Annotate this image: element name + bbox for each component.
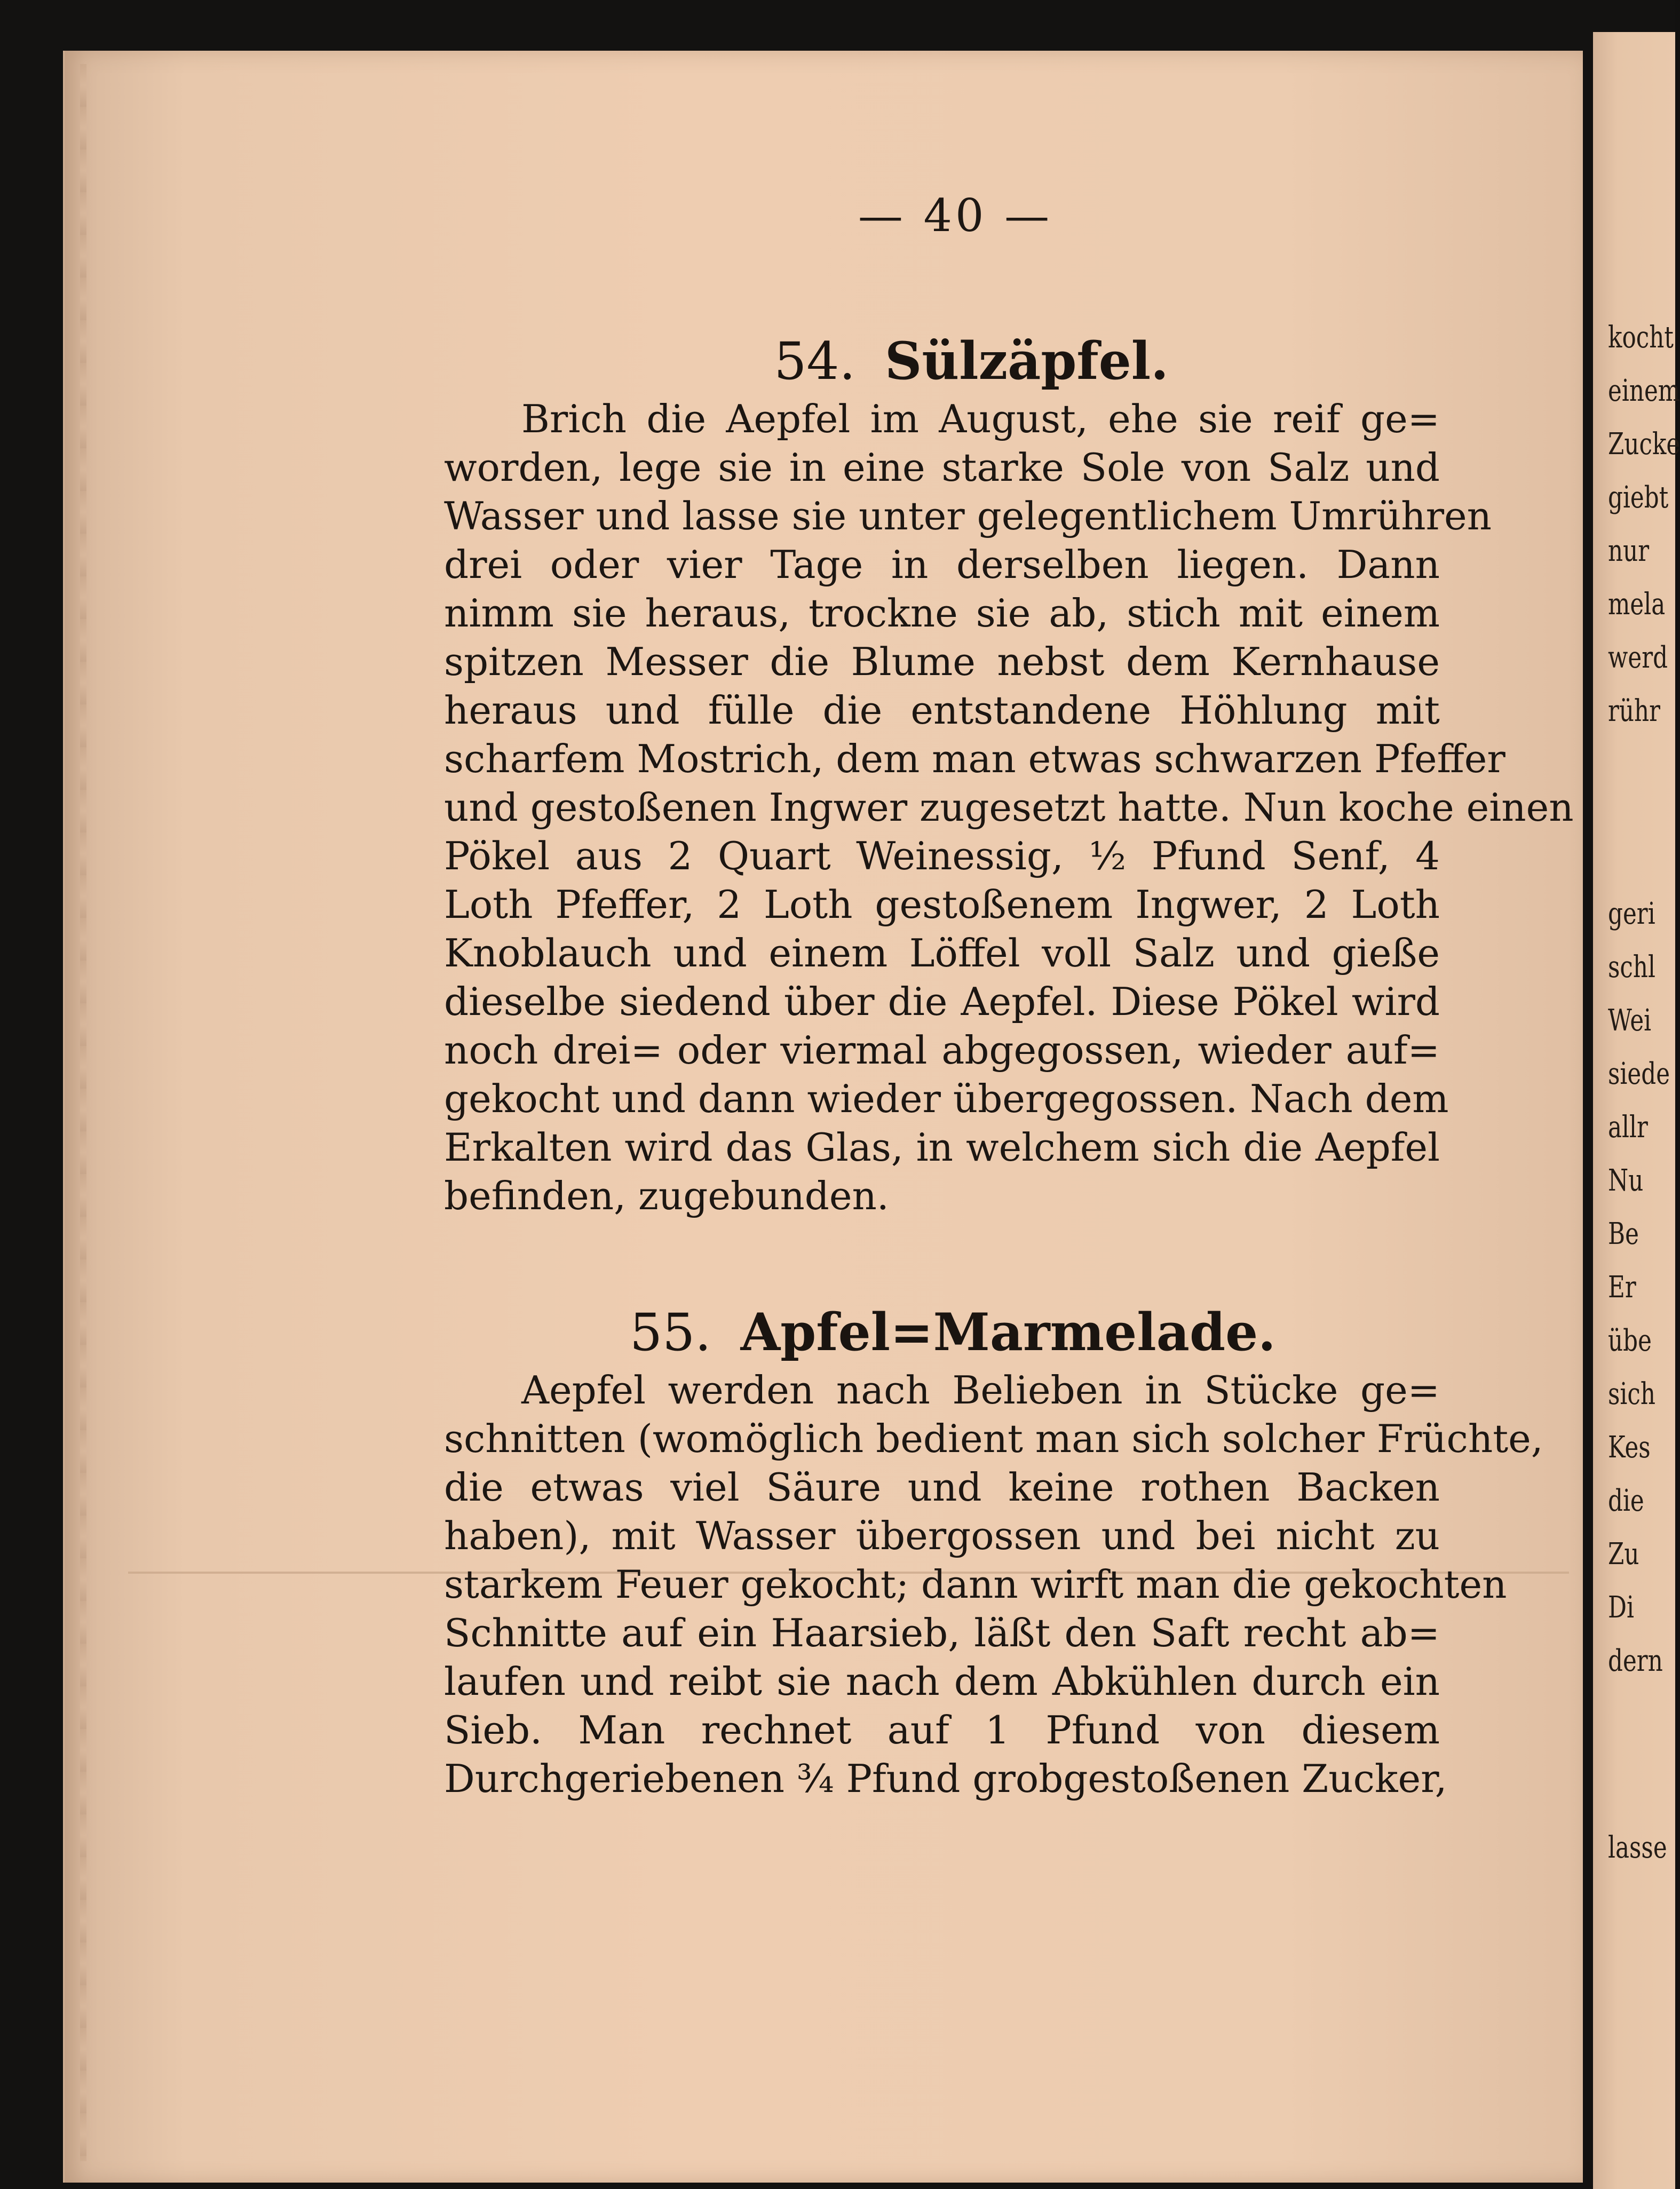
page-edge-stack: [80, 64, 86, 2161]
text-line: die etwas viel Säure und keine rothen Backen: [444, 1465, 1440, 1510]
facing-page-fragment: dern: [1608, 1644, 1663, 1678]
text-line: Brich die Aepfel im August, ehe sie reif ge=: [521, 396, 1440, 441]
text-line: worden, lege sie in eine starke Sole von Salz und: [444, 445, 1440, 490]
facing-page-fragment: mela: [1608, 587, 1666, 622]
facing-page-fragment: kocht: [1608, 320, 1674, 355]
text-line: haben), mit Wasser übergossen und bei nicht zu: [444, 1513, 1440, 1558]
text-line: befinden, zugebunden.: [444, 1173, 889, 1218]
section-title: Sülzäpfel.: [884, 331, 1169, 391]
facing-page-fragment: allr: [1608, 1110, 1648, 1145]
facing-page-fragment: Nu: [1608, 1163, 1644, 1198]
section-body: [444, 1366, 1543, 1803]
facing-page-fragment: Wei: [1608, 1003, 1652, 1038]
text-line: scharfem Mostrich, dem man etwas schwarzen Pfeffer: [444, 736, 1505, 781]
facing-page-fragment: Di: [1608, 1590, 1634, 1625]
facing-page-fragment: Zucke: [1608, 427, 1680, 462]
facing-page-fragment: einem: [1608, 374, 1680, 408]
text-line: Aepfel werden nach Belieben in Stücke ge=: [521, 1368, 1440, 1413]
facing-page-fragment: siede: [1608, 1057, 1670, 1091]
text-line: starkem Feuer gekocht; dann wirft man die gekochten: [444, 1562, 1507, 1607]
text-line: spitzen Messer die Blume nebst dem Kernhause: [444, 639, 1440, 684]
section-heading: [630, 1302, 1276, 1362]
facing-page-fragment: schl: [1608, 950, 1655, 985]
text-line: gekocht und dann wieder übergegossen. Nach dem: [444, 1076, 1449, 1121]
facing-page-fragment: Er: [1608, 1270, 1636, 1305]
section-heading: [758, 331, 1185, 391]
section-title: Apfel=Marmelade.: [740, 1302, 1276, 1362]
facing-page-fragment: sich: [1608, 1377, 1655, 1411]
section-number: 55.: [630, 1303, 711, 1362]
facing-page-fragment: Zu: [1608, 1537, 1639, 1572]
section-number: 54.: [774, 331, 855, 391]
facing-page-fragment: nur: [1608, 534, 1650, 568]
text-line: Loth Pfeffer, 2 Loth gestoßenem Ingwer, 2 Loth: [444, 882, 1440, 927]
facing-page-fragment: lasse: [1608, 1830, 1667, 1865]
text-line: Knoblauch und einem Löffel voll Salz und gieße: [444, 931, 1440, 975]
text-line: heraus und fülle die entstandene Höhlung mit: [444, 688, 1440, 733]
text-line: schnitten (womöglich bedient man sich solcher Früchte,: [444, 1416, 1543, 1461]
facing-page: [1593, 32, 1680, 2189]
facing-page-fragment: Kes: [1608, 1430, 1651, 1465]
text-line: und gestoßenen Ingwer zugesetzt hatte. Nun koche einen: [444, 785, 1574, 830]
facing-page-fragment: übe: [1608, 1323, 1652, 1358]
text-line: Wasser und lasse sie unter gelegentlichem Umrühren: [444, 494, 1492, 538]
text-line: noch drei= oder viermal abgegossen, wieder auf=: [444, 1028, 1440, 1073]
text-line: Durchgeriebenen ¾ Pfund grobgestoßenen Zucker,: [444, 1756, 1447, 1801]
section-body: [444, 395, 1574, 1220]
page-number: — 40 —: [858, 189, 1053, 242]
text-line: Pökel aus 2 Quart Weinessig, ½ Pfund Senf, 4: [444, 834, 1440, 878]
text-line: Schnitte auf ein Haarsieb, läßt den Saft recht ab=: [444, 1611, 1440, 1655]
text-line: nimm sie heraus, trockne sie ab, stich mit einem: [444, 591, 1440, 636]
facing-page-fragment: geri: [1608, 897, 1655, 931]
facing-page-fragment: die: [1608, 1484, 1644, 1518]
facing-page-fragment: giebt: [1608, 480, 1669, 515]
text-line: Sieb. Man rechnet auf 1 Pfund von diesem: [444, 1708, 1440, 1752]
facing-page-fragment: werd: [1608, 640, 1668, 675]
text-line: laufen und reibt sie nach dem Abkühlen durch ein: [444, 1659, 1440, 1704]
text-line: drei oder vier Tage in derselben liegen. Dann: [444, 542, 1440, 587]
text-line: Erkalten wird das Glas, in welchem sich die Aepfel: [444, 1125, 1440, 1170]
facing-page-fragment: Be: [1608, 1217, 1639, 1251]
facing-page-fragment: rühr: [1608, 694, 1661, 728]
text-line: dieselbe siedend über die Aepfel. Diese Pökel wird: [444, 979, 1440, 1024]
